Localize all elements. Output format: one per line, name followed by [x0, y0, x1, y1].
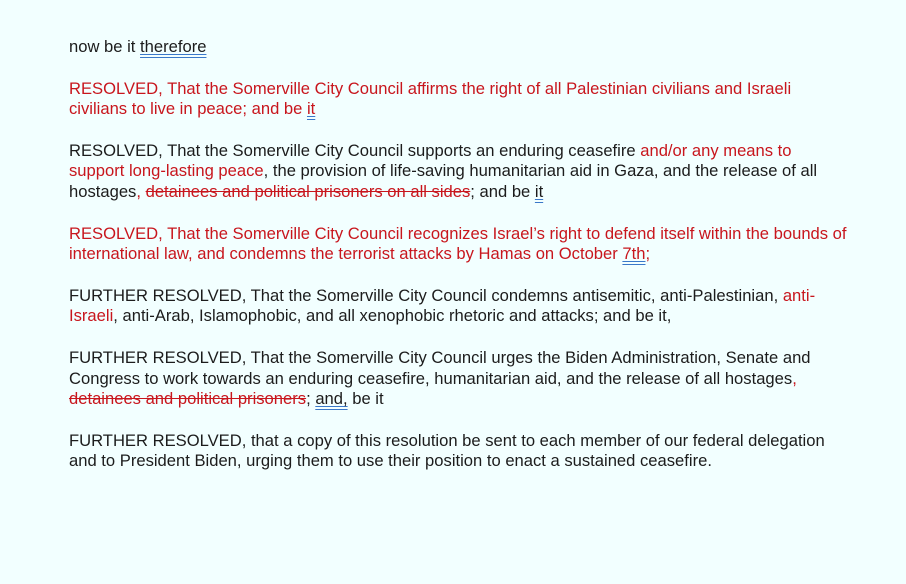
text-run: , the provision of life-saving humanitarian aid in Gaza, and the release of all hostages — [69, 161, 818, 201]
inserted-text: anti-Israeli — [69, 285, 816, 326]
text-run: FURTHER RESOLVED, that a copy of this resolution be sent to each member of our federal delegation and to President Biden, urging them to use their position to enact a sustained ceasefire. — [69, 430, 825, 471]
deleted-text: detainees and political prisoners on all sides — [145, 181, 471, 201]
paragraph-resolved-ceasefire — [69, 141, 849, 203]
paragraph-further-resolved-biden — [69, 348, 849, 410]
inserted-text: RESOLVED, That the Somerville City Council recognizes Israel’s right to defend itself within the bounds of international law, and condemns the terrorist attacks by Hamas on October — [69, 223, 847, 264]
grammar-flagged-word[interactable]: and, — [315, 389, 348, 409]
text-run: FURTHER RESOLVED, That the Somerville City Council urges the Biden Administration, Senate and Congress to work towards an enduring ceasefire, humanitarian aid, and the release of all hostages — [69, 347, 811, 388]
inserted-text: , — [136, 181, 146, 201]
paragraph-inserted-resolved-israel — [69, 224, 849, 265]
text-run: FURTHER RESOLVED, That the Somerville City Council condemns antisemitic, anti-Palestinian, — [69, 285, 783, 305]
deleted-text: detainees and political prisoners — [69, 389, 307, 409]
inserted-text: ; — [645, 244, 651, 264]
text-run: , anti-Arab, Islamophobic, and all xenophobic rhetoric and attacks; and be it, — [113, 306, 672, 326]
grammar-flagged-word[interactable]: it — [534, 181, 544, 201]
text-run: RESOLVED, That the Somerville City Council supports an enduring ceasefire — [69, 140, 636, 160]
text-run: ; and be — [470, 181, 535, 201]
inserted-text: and/or any means to support long-lasting peace — [69, 140, 792, 181]
paragraph-further-resolved-rhetoric — [69, 286, 849, 327]
inserted-text: RESOLVED, That the Somerville City Council affirms the right of all Palestinian civilians and Israeli civilians to live in peace; and be — [69, 78, 792, 119]
grammar-flagged-word[interactable]: it — [306, 99, 316, 119]
paragraph-now-be-it — [69, 37, 849, 58]
grammar-flagged-word[interactable]: therefore — [140, 37, 207, 56]
inserted-text: , — [792, 368, 797, 388]
grammar-flagged-word[interactable]: 7th — [622, 244, 646, 264]
paragraph-inserted-resolved-peace — [69, 79, 849, 120]
document-body[interactable] — [69, 37, 849, 493]
text-run: be it — [347, 389, 384, 409]
text-run: now be it — [69, 37, 141, 56]
paragraph-further-resolved-copy — [69, 431, 849, 472]
text-run: ; — [306, 389, 316, 409]
